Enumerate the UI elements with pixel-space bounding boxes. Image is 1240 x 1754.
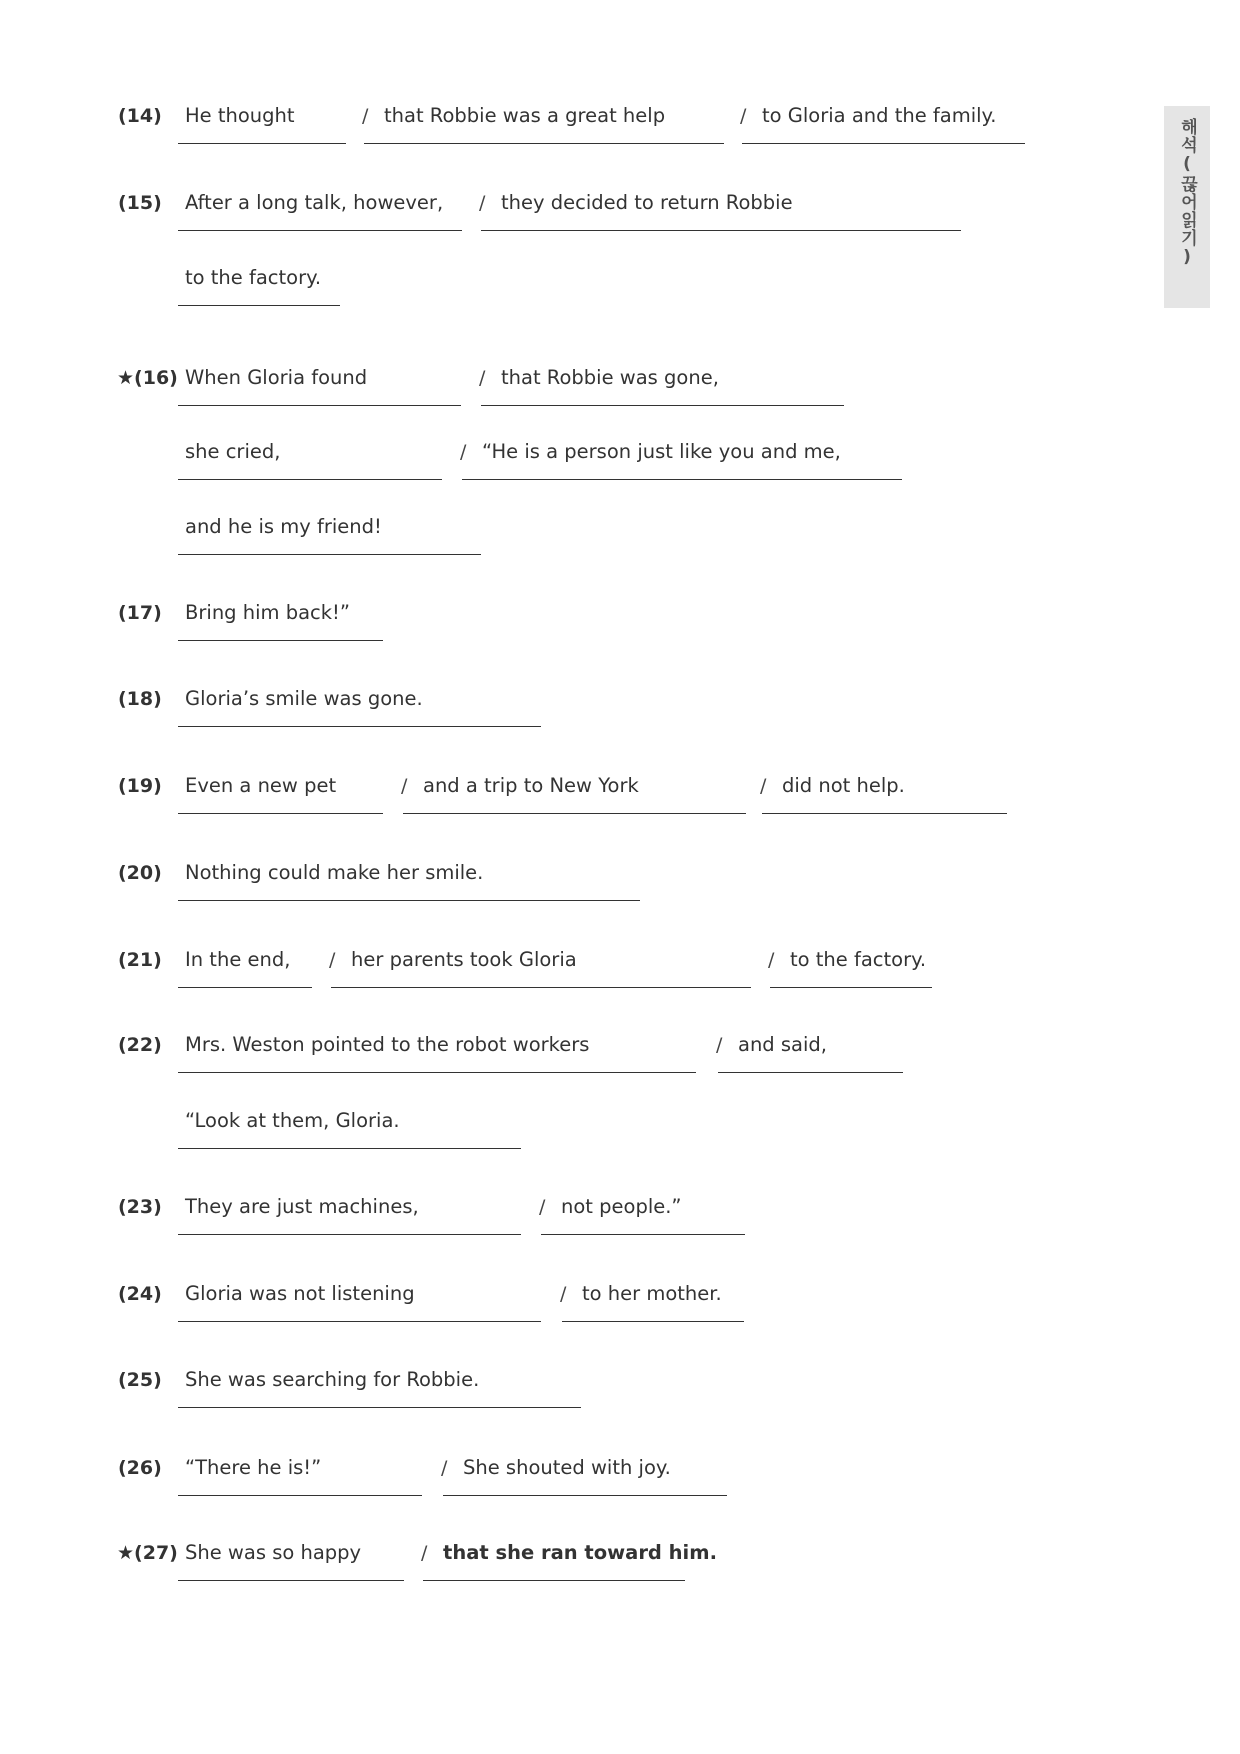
answer-blank[interactable] [541,1234,745,1235]
item-number [118,104,162,128]
answer-blank[interactable] [178,640,383,641]
answer-blank[interactable] [770,987,932,988]
chunk-divider: / [479,367,486,389]
item-number [118,1368,162,1392]
chunk-text: did not help. [782,774,905,797]
item-number [118,687,162,711]
answer-blank[interactable] [178,479,442,480]
item-number-label: (16) [134,367,178,389]
answer-blank[interactable] [178,1407,581,1408]
item-number-label: (14) [118,105,162,127]
item-number [118,861,162,885]
answer-blank[interactable] [178,554,481,555]
chunk-text: Mrs. Weston pointed to the robot workers [185,1033,590,1056]
chunk-text: her parents took Gloria [351,948,577,971]
item-number-label: (27) [134,1542,178,1564]
item-number-label: (23) [118,1196,162,1218]
item-number-label: (18) [118,688,162,710]
chunk-text: When Gloria found [185,366,368,389]
answer-blank[interactable] [331,987,751,988]
answer-blank[interactable] [423,1580,685,1581]
chunk-text: Nothing could make her smile. [185,861,484,884]
sentence-line [0,1109,1240,1199]
chunk-divider: / [760,775,767,797]
answer-blank[interactable] [462,479,902,480]
chunk-text: they decided to return Robbie [501,191,793,214]
chunk-text: and a trip to New York [423,774,639,797]
answer-blank[interactable] [762,813,1007,814]
sentence-line [0,774,1240,864]
chunk-text: that she ran toward him. [443,1541,717,1564]
item-number [118,1282,162,1306]
sentence-line [0,104,1240,194]
sentence-line [0,948,1240,1038]
sentence-line [0,1541,1240,1631]
chunk-text: to Gloria and the family. [762,104,997,127]
chunk-text: “Look at them, Gloria. [185,1109,400,1132]
item-number [118,1195,162,1219]
item-number-label: (17) [118,602,162,624]
item-number-label: (22) [118,1034,162,1056]
chunk-text: Bring him back!” [185,601,350,624]
sentence-line [0,1282,1240,1372]
chunk-text: to her mother. [582,1282,722,1305]
chunk-divider: / [716,1034,723,1056]
answer-blank[interactable] [443,1495,727,1496]
sentence-line [0,687,1240,777]
chunk-text: Even a new pet [185,774,337,797]
answer-blank[interactable] [178,900,640,901]
item-number [118,1033,162,1057]
answer-blank[interactable] [178,305,340,306]
chunk-text: Gloria was not listening [185,1282,415,1305]
chunk-divider: / [768,949,775,971]
item-number [118,948,162,972]
answer-blank[interactable] [178,1072,696,1073]
chunk-divider: / [479,192,486,214]
answer-blank[interactable] [178,813,383,814]
star-icon: ★ [117,367,135,389]
chunk-divider: / [460,441,467,463]
answer-blank[interactable] [178,1321,541,1322]
item-number [118,774,162,798]
chunk-text: “He is a person just like you and me, [482,440,841,463]
chunk-divider: / [740,105,747,127]
side-tab-label: 해석(끊어읽기) [1177,118,1197,268]
answer-blank[interactable] [178,726,541,727]
item-number-label: (19) [118,775,162,797]
sentence-line [0,1368,1240,1458]
chunk-text: “There he is!” [185,1456,322,1479]
sentence-line [0,266,1240,356]
item-number-label: (15) [118,192,162,214]
chunk-text: that Robbie was a great help [384,104,666,127]
answer-blank[interactable] [178,1148,521,1149]
chunk-text: In the end, [185,948,291,971]
chunk-text: and said, [738,1033,827,1056]
sentence-line [0,515,1240,605]
item-number [118,1456,162,1480]
chunk-divider: / [362,105,369,127]
chunk-text: to the factory. [790,948,927,971]
answer-blank[interactable] [562,1321,744,1322]
chunk-text: They are just machines, [185,1195,419,1218]
chunk-text: After a long talk, however, [185,191,444,214]
answer-blank[interactable] [178,1495,422,1496]
star-icon: ★ [117,1542,135,1564]
chunk-text: He thought [185,104,295,127]
chunk-text: She was so happy [185,1541,362,1564]
answer-blank[interactable] [178,230,462,231]
chunk-text: and he is my friend! [185,515,382,538]
answer-blank[interactable] [364,143,724,144]
answer-blank[interactable] [481,230,961,231]
answer-blank[interactable] [178,405,461,406]
answer-blank[interactable] [481,405,844,406]
item-number-label: (24) [118,1283,162,1305]
chunk-divider: / [329,949,336,971]
item-number [118,601,162,625]
chunk-text: Gloria’s smile was gone. [185,687,423,710]
chunk-divider: / [401,775,408,797]
chunk-text: to the factory. [185,266,322,289]
side-tab [1164,106,1210,308]
sentence-line [0,1456,1240,1546]
answer-blank[interactable] [742,143,1025,144]
chunk-divider: / [441,1457,448,1479]
chunk-text: she cried, [185,440,281,463]
item-number [117,366,178,390]
chunk-divider: / [560,1283,567,1305]
item-number [118,191,162,215]
chunk-divider: / [539,1196,546,1218]
answer-blank[interactable] [178,1234,521,1235]
item-number [117,1541,178,1565]
sentence-line [0,1195,1240,1285]
sentence-line [0,601,1240,691]
answer-blank[interactable] [178,987,312,988]
chunk-text: She was searching for Robbie. [185,1368,480,1391]
item-number-label: (26) [118,1457,162,1479]
answer-blank[interactable] [178,1580,404,1581]
item-number-label: (20) [118,862,162,884]
answer-blank[interactable] [403,813,746,814]
answer-blank[interactable] [718,1072,903,1073]
sentence-line [0,861,1240,951]
answer-blank[interactable] [178,143,346,144]
chunk-divider: / [421,1542,428,1564]
item-number-label: (25) [118,1369,162,1391]
chunk-text: She shouted with joy. [463,1456,671,1479]
item-number-label: (21) [118,949,162,971]
chunk-text: not people.” [561,1195,682,1218]
chunk-text: that Robbie was gone, [501,366,719,389]
